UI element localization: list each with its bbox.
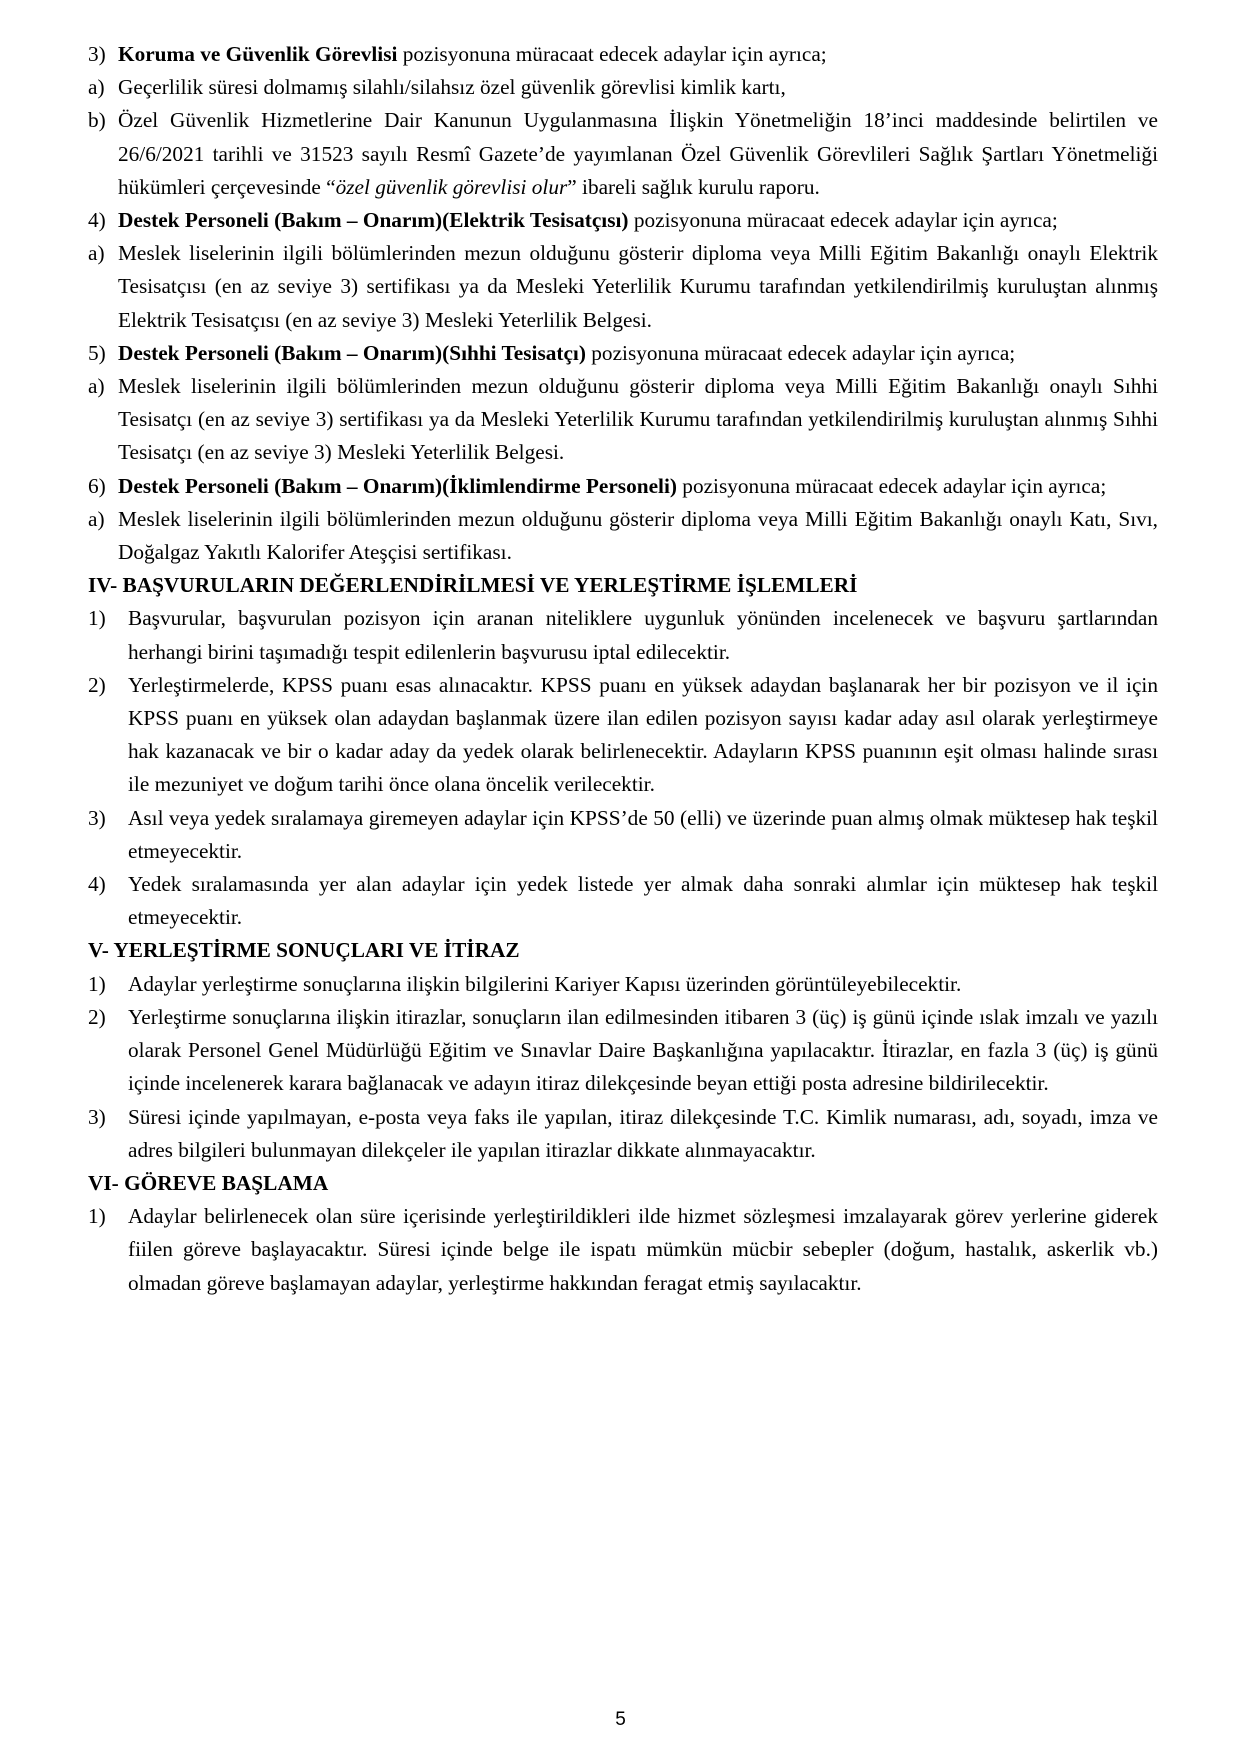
item-text: pozisyonuna müracaat edecek adaylar için ayrıca; xyxy=(676,473,1107,498)
item-number: 1) xyxy=(88,971,106,996)
position-name: Destek Personeli (Bakım – Onarım)(Sıhhi Tesisatçı) xyxy=(118,340,586,365)
item-number: 6) xyxy=(88,473,106,498)
subitem-letter: a) xyxy=(88,75,105,100)
subitem-text-end: ” ibareli sağlık kurulu raporu. xyxy=(567,174,820,199)
item-number: 4) xyxy=(88,872,106,897)
item-text: Yerleştirme sonuçlarına ilişkin itirazlar, sonuçların ilan edilmesinden itibaren 3 (üç) iş günü içinde ıslak imzalı ve yazılı olarak Personel Genel Müdürlüğü Eğitim ve Sınavlar Daire Başkanlığına yapılacaktır. İtirazlar, en fazla 3 (üç) iş günü içinde incelenerek karara bağlanacak ve adayın itiraz dilekçesinde beyan ettiği posta adresine bildirilecektir. xyxy=(128,1004,1158,1096)
position-name: Destek Personeli (Bakım – Onarım)(Elektrik Tesisatçısı) xyxy=(118,208,629,233)
item-text: Süresi içinde yapılmayan, e-posta veya faks ile yapılan, itiraz dilekçesinde T.C. Kimlik numarası, adı, soyadı, imza ve adres bilgileri bulunmayan dilekçeler ile yapılan itirazlar dikkate alınmayacaktır. xyxy=(128,1104,1158,1162)
item-5a xyxy=(88,370,1158,470)
item-text: pozisyonuna müracaat edecek adaylar için ayrıca; xyxy=(585,340,1016,365)
list-item xyxy=(88,1101,1158,1167)
item-text: Adaylar belirlenecek olan süre içerisinde yerleştirildikleri ilde hizmet sözleşmesi imzalayarak görev yerlerine giderek fiilen göreve başlayacaktır. Süresi içinde belge ile ispatı mümkün mücbir sebepler (doğum, hastalık, askerlik vb.) olmadan göreve başlamayan adaylar, yerleştirme hakkından feragat etmiş sayılacaktır. xyxy=(128,1204,1158,1295)
list-item xyxy=(88,802,1158,868)
subitem-letter: b) xyxy=(88,108,106,133)
item-3-intro xyxy=(88,38,1158,71)
section-heading-v: V- YERLEŞTİRME SONUÇLARI VE İTİRAZ xyxy=(88,938,520,963)
item-number: 1) xyxy=(88,606,106,631)
item-3a xyxy=(88,71,1158,104)
item-number: 3) xyxy=(88,42,106,66)
list-item xyxy=(88,868,1158,934)
item-3b xyxy=(88,104,1158,204)
item-text: Yerleştirmelerde, KPSS puanı esas alınacaktır. KPSS puanı en yüksek adaydan başlanarak her bir pozisyon ve il için KPSS puanı en yüksek olan adaydan başlanmak üzere ilan edilen pozisyon sayısı kadar aday asıl olarak yerleştirmeye hak kazanacak ve bir o kadar aday da yedek olarak belirlenecektir. Adayların KPSS puanının eşit olması halinde sırası ile mezuniyet ve doğum tarihi önce olana öncelik verilecektir. xyxy=(128,672,1158,797)
position-name: Koruma ve Güvenlik Görevlisi xyxy=(118,42,398,66)
page-number: 5 xyxy=(615,1709,626,1730)
item-4-intro xyxy=(88,204,1158,237)
document-page xyxy=(88,38,1158,1300)
subitem-text: Meslek liselerinin ilgili bölümlerinden mezun olduğunu gösterir diploma veya Milli Eğitim Bakanlığı onaylı Elektrik Tesisatçısı (en az seviye 3) sertifikası ya da Mesleki Yeterlilik Kurumu tarafından yetkilendirilmiş kuruluştan alınmış Elektrik Tesisatçısı (en az seviye 3) Mesleki Yeterlilik Belgesi. xyxy=(118,241,1158,332)
item-number: 2) xyxy=(88,672,106,697)
item-4a xyxy=(88,237,1158,337)
subitem-text: Özel Güvenlik Hizmetlerine Dair Kanunun Uygulanmasına İlişkin Yönetmeliğin 18’inci maddesinde belirtilen ve 26/6/2021 tarihli ve 31523 sayılı Resmî Gazete’de yayımlanan Özel Güvenlik Görevlileri Sağlık Şartları Yönetmeliği hükümleri çerçevesinde “ xyxy=(118,108,1158,199)
item-number: 5) xyxy=(88,340,106,365)
list-item xyxy=(88,1001,1158,1101)
item-text: Asıl veya yedek sıralamaya giremeyen adaylar için KPSS’de 50 (elli) ve üzerinde puan almış olmak müktesep hak teşkil etmeyecektir. xyxy=(128,805,1158,863)
list-item xyxy=(88,602,1158,668)
list-item xyxy=(88,1200,1158,1300)
item-number: 2) xyxy=(88,1004,106,1029)
item-number: 4) xyxy=(88,208,106,233)
item-6a xyxy=(88,503,1158,569)
subitem-letter: a) xyxy=(88,506,105,531)
list-item xyxy=(88,968,1158,1001)
subitem-text: Geçerlilik süresi dolmamış silahlı/silahsız özel güvenlik görevlisi kimlik kartı, xyxy=(118,75,786,100)
subitem-text: Meslek liselerinin ilgili bölümlerinden mezun olduğunu gösterir diploma veya Milli Eğitim Bakanlığı onaylı Sıhhi Tesisatçı (en az seviye 3) sertifikası ya da Mesleki Yeterlilik Kurumu tarafından yetkilendirilmiş kuruluştan alınmış Sıhhi Tesisatçı (en az seviye 3) Mesleki Yeterlilik Belgesi. xyxy=(118,374,1158,465)
item-text: pozisyonuna müracaat edecek adaylar için ayrıca; xyxy=(397,42,827,66)
item-text: Yedek sıralamasında yer alan adaylar için yedek listede yer almak daha sonraki alımlar için müktesep hak teşkil etmeyecektir. xyxy=(128,872,1158,930)
list-item xyxy=(88,669,1158,802)
item-number: 3) xyxy=(88,805,106,830)
subitem-text: Meslek liselerinin ilgili bölümlerinden mezun olduğunu gösterir diploma veya Milli Eğitim Bakanlığı onaylı Katı, Sıvı, Doğalgaz Yakıtlı Kalorifer Ateşçisi sertifikası. xyxy=(118,506,1158,565)
italic-phrase: özel güvenlik görevlisi olur xyxy=(335,174,568,199)
item-text: Başvurular, başvurulan pozisyon için aranan niteliklere uygunluk yönünden incelenecek ve başvuru şartlarından herhangi birini taşımadığı tespit edilenlerin başvurusu iptal edilecektir. xyxy=(128,606,1158,664)
item-6-intro xyxy=(88,470,1158,503)
position-name: Destek Personeli (Bakım – Onarım)(İklimlendirme Personeli) xyxy=(118,473,677,498)
subitem-letter: a) xyxy=(88,374,105,399)
item-number: 3) xyxy=(88,1104,106,1129)
item-text: Adaylar yerleştirme sonuçlarına ilişkin bilgilerini Kariyer Kapısı üzerinden görüntüleyebilecektir. xyxy=(128,971,962,996)
subitem-letter: a) xyxy=(88,241,105,266)
item-number: 1) xyxy=(88,1204,106,1229)
item-5-intro xyxy=(88,337,1158,370)
section-heading-iv: IV- BAŞVURULARIN DEĞERLENDİRİLMESİ VE YERLEŞTİRME İŞLEMLERİ xyxy=(88,573,858,598)
item-text: pozisyonuna müracaat edecek adaylar için ayrıca; xyxy=(628,208,1058,233)
section-heading-vi: VI- GÖREVE BAŞLAMA xyxy=(88,1170,329,1195)
